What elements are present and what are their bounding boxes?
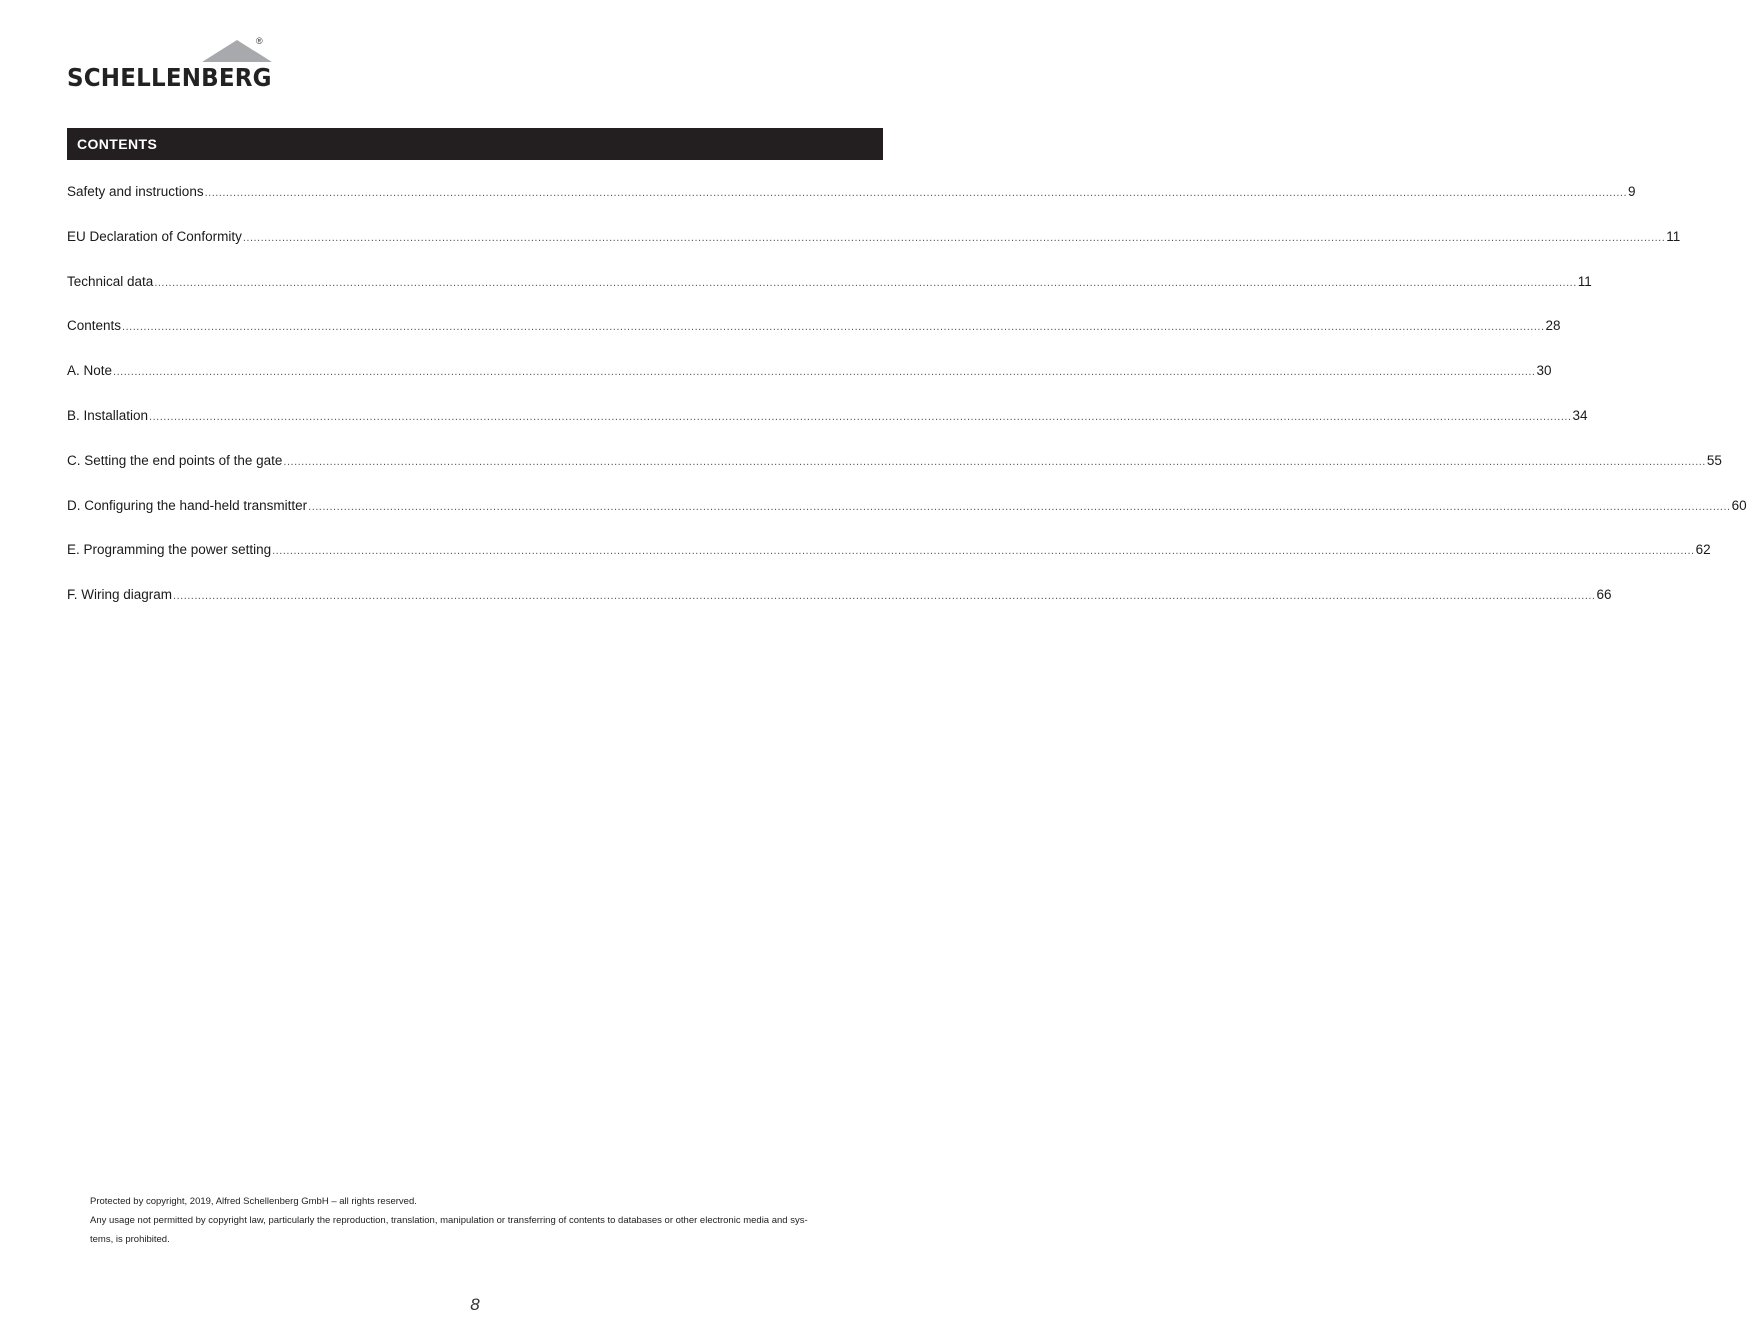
page-number: 8 [470, 1295, 480, 1314]
toc-entry[interactable] [67, 497, 1747, 542]
toc-dot-leader: ................................................................................................................................................................................................................................................................................................................................................................................................................ [242, 231, 1666, 244]
toc-entry-title: D. Configuring the hand-held transmitter [67, 497, 308, 513]
table-of-contents [67, 183, 1747, 631]
toc-entry[interactable] [67, 183, 1636, 228]
brand-logo [67, 37, 272, 95]
toc-entry[interactable] [67, 228, 1681, 273]
toc-dot-leader: ................................................................................................................................................................................................................................................................................................................................................................................................................ [113, 366, 1536, 379]
toc-entry-title: Contents [67, 318, 122, 334]
toc-entry-title: A. Note [67, 363, 113, 379]
toc-dot-leader: ................................................................................................................................................................................................................................................................................................................................................................................................................ [204, 187, 1628, 199]
toc-entry[interactable] [67, 317, 1561, 362]
toc-entry-page: 62 [1695, 542, 1711, 558]
toc-entry[interactable] [67, 586, 1612, 631]
toc-entry-page: 28 [1545, 318, 1561, 334]
toc-entry-title: B. Installation [67, 407, 149, 423]
copyright-line-3: tems, is prohibited. [90, 1234, 170, 1245]
toc-entry-title: EU Declaration of Conformity [67, 228, 242, 244]
toc-entry[interactable] [67, 452, 1722, 497]
toc-entry[interactable] [67, 407, 1588, 452]
toc-entry-page: 34 [1572, 407, 1588, 423]
copyright-line-2: Any usage not permitted by copyright law, particularly the reproduction, translation, manipulation or transferring of contents to databases or other electronic media and sys- [90, 1215, 808, 1226]
brand-wordmark: SCHELLENBERG [67, 63, 272, 92]
toc-dot-leader: ................................................................................................................................................................................................................................................................................................................................................................................................................ [173, 590, 1596, 603]
toc-entry[interactable] [67, 273, 1592, 318]
toc-entry-page: 11 [1666, 228, 1681, 244]
registered-mark: ® [256, 36, 263, 46]
toc-dot-leader: ................................................................................................................................................................................................................................................................................................................................................................................................................ [283, 455, 1706, 468]
section-title: CONTENTS [77, 136, 158, 152]
toc-dot-leader: ................................................................................................................................................................................................................................................................................................................................................................................................................ [149, 410, 1572, 423]
toc-entry[interactable] [67, 362, 1552, 407]
toc-entry-page: 11 [1577, 273, 1592, 289]
toc-entry-title: C. Setting the end points of the gate [67, 452, 283, 468]
toc-entry-page: 30 [1536, 363, 1552, 379]
toc-entry-title: F. Wiring diagram [67, 587, 173, 603]
toc-entry-title: Safety and instructions [67, 184, 204, 199]
copyright-line-1: Protected by copyright, 2019, Alfred Schellenberg GmbH – all rights reserved. [90, 1196, 417, 1207]
toc-dot-leader: ................................................................................................................................................................................................................................................................................................................................................................................................................ [122, 321, 1545, 334]
section-title-bar [67, 128, 883, 160]
toc-entry-page: 60 [1731, 497, 1747, 513]
toc-dot-leader: ................................................................................................................................................................................................................................................................................................................................................................................................................ [154, 276, 1577, 289]
toc-dot-leader: ................................................................................................................................................................................................................................................................................................................................................................................................................ [272, 545, 1695, 558]
toc-entry-page: 9 [1628, 184, 1636, 199]
toc-entry-title: Technical data [67, 273, 154, 289]
toc-dot-leader: ................................................................................................................................................................................................................................................................................................................................................................................................................ [308, 500, 1731, 513]
toc-entry-page: 66 [1596, 587, 1612, 603]
copyright-footer [90, 1192, 860, 1249]
toc-entry-page: 55 [1706, 452, 1722, 468]
toc-entry-title: E. Programming the power setting [67, 542, 272, 558]
toc-entry[interactable] [67, 541, 1711, 586]
